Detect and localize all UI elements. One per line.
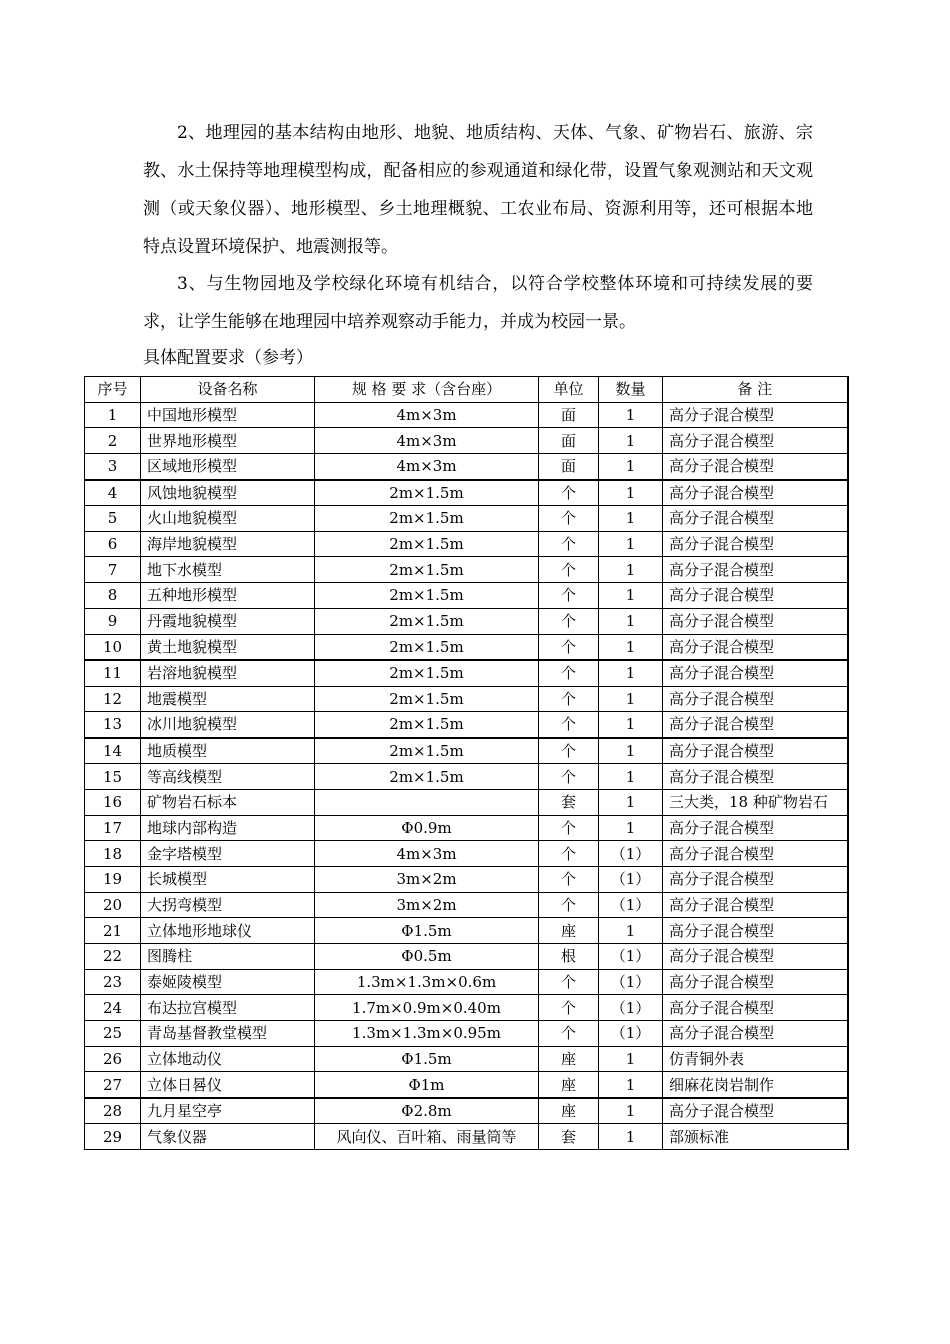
cell-quantity: （1） [599,892,663,918]
cell-no: 6 [85,531,141,557]
cell-unit: 个 [539,892,599,918]
cell-unit: 个 [539,764,599,790]
cell-no: 8 [85,583,141,609]
equipment-table [84,376,849,1150]
cell-quantity: 1 [599,557,663,583]
table-row [85,738,848,764]
cell-name: 中国地形模型 [141,402,315,428]
cell-unit: 个 [539,660,599,686]
cell-unit: 套 [539,1124,599,1150]
cell-no: 16 [85,789,141,815]
table-row [85,1098,848,1124]
cell-name: 立体地动仪 [141,1046,315,1072]
cell-spec: Φ2.8m [315,1098,539,1124]
cell-quantity: 1 [599,454,663,480]
cell-spec: 2m×1.5m [315,480,539,506]
cell-unit: 座 [539,1046,599,1072]
cell-note: 高分子混合模型 [663,531,848,557]
cell-quantity: 1 [599,608,663,634]
cell-spec: 2m×1.5m [315,634,539,660]
cell-unit: 个 [539,866,599,892]
cell-unit: 个 [539,712,599,738]
cell-spec: Φ1.5m [315,1046,539,1072]
cell-note: 高分子混合模型 [663,506,848,532]
cell-name: 地球内部构造 [141,815,315,841]
cell-no: 12 [85,686,141,712]
cell-spec: 3m×2m [315,892,539,918]
cell-quantity: （1） [599,1021,663,1047]
cell-quantity: 1 [599,402,663,428]
cell-name: 冰川地貌模型 [141,712,315,738]
table-row [85,531,848,557]
cell-quantity: 1 [599,531,663,557]
cell-note: 高分子混合模型 [663,634,848,660]
cell-name: 世界地形模型 [141,428,315,454]
cell-quantity: 1 [599,428,663,454]
table-row [85,660,848,686]
cell-name: 地下水模型 [141,557,315,583]
table-row [85,969,848,995]
cell-unit: 面 [539,454,599,480]
cell-unit: 个 [539,583,599,609]
table-row [85,608,848,634]
cell-note: 高分子混合模型 [663,583,848,609]
cell-no: 27 [85,1072,141,1098]
cell-note: 高分子混合模型 [663,841,848,867]
cell-spec: 1.3m×1.3m×0.95m [315,1021,539,1047]
cell-note: 细麻花岗岩制作 [663,1072,848,1098]
cell-name: 岩溶地貌模型 [141,660,315,686]
cell-unit: 面 [539,428,599,454]
cell-note: 高分子混合模型 [663,557,848,583]
cell-note: 高分子混合模型 [663,428,848,454]
cell-spec: Φ1.5m [315,918,539,944]
cell-unit: 个 [539,506,599,532]
table-row [85,583,848,609]
cell-no: 25 [85,1021,141,1047]
cell-spec: 4m×3m [315,841,539,867]
cell-spec: 2m×1.5m [315,712,539,738]
cell-note: 高分子混合模型 [663,660,848,686]
cell-spec: 2m×1.5m [315,738,539,764]
cell-quantity: 1 [599,634,663,660]
cell-spec: 2m×1.5m [315,557,539,583]
cell-quantity: 1 [599,686,663,712]
cell-unit: 套 [539,789,599,815]
cell-name: 立体地形地球仪 [141,918,315,944]
cell-name: 海岸地貌模型 [141,531,315,557]
cell-name: 火山地貌模型 [141,506,315,532]
cell-no: 11 [85,660,141,686]
cell-note: 高分子混合模型 [663,402,848,428]
table-row [85,841,848,867]
table-row [85,1021,848,1047]
cell-unit: 个 [539,1021,599,1047]
cell-unit: 个 [539,634,599,660]
cell-name: 图腾柱 [141,944,315,970]
paragraph-3: 3、与生物园地及学校绿化环境有机结合，以符合学校整体环境和可持续发展的要求，让学生能够在地理园中培养观察动手能力，并成为校园一景。 [143,274,813,332]
header-note: 备 注 [663,377,848,403]
table-row [85,454,848,480]
table-header-row [85,377,848,403]
cell-quantity: （1） [599,995,663,1021]
cell-name: 长城模型 [141,866,315,892]
cell-no: 18 [85,841,141,867]
cell-name: 丹霞地貌模型 [141,608,315,634]
cell-note: 高分子混合模型 [663,764,848,790]
cell-unit: 座 [539,1072,599,1098]
cell-unit: 个 [539,686,599,712]
cell-quantity: 1 [599,583,663,609]
cell-no: 14 [85,738,141,764]
cell-no: 29 [85,1124,141,1150]
header-unit: 单位 [539,377,599,403]
cell-quantity: 1 [599,506,663,532]
cell-no: 2 [85,428,141,454]
cell-quantity: （1） [599,866,663,892]
cell-spec: 2m×1.5m [315,660,539,686]
table-row [85,480,848,506]
table-row [85,634,848,660]
table-row [85,1124,848,1150]
cell-spec: 2m×1.5m [315,506,539,532]
cell-unit: 个 [539,738,599,764]
cell-unit: 个 [539,969,599,995]
cell-note: 高分子混合模型 [663,969,848,995]
table-row [85,944,848,970]
cell-no: 1 [85,402,141,428]
table-row [85,712,848,738]
cell-quantity: 1 [599,1098,663,1124]
cell-spec: 4m×3m [315,428,539,454]
cell-note: 高分子混合模型 [663,995,848,1021]
cell-name: 金字塔模型 [141,841,315,867]
cell-name: 矿物岩石标本 [141,789,315,815]
cell-spec: Φ1m [315,1072,539,1098]
cell-quantity: （1） [599,944,663,970]
cell-quantity: 1 [599,918,663,944]
header-name: 设备名称 [141,377,315,403]
cell-no: 5 [85,506,141,532]
cell-no: 21 [85,918,141,944]
cell-no: 20 [85,892,141,918]
cell-name: 区域地形模型 [141,454,315,480]
cell-unit: 个 [539,557,599,583]
cell-no: 23 [85,969,141,995]
cell-spec: 1.3m×1.3m×0.6m [315,969,539,995]
table-row [85,815,848,841]
cell-note: 高分子混合模型 [663,866,848,892]
table-caption: 具体配置要求（参考） [143,348,313,368]
cell-name: 青岛基督教堂模型 [141,1021,315,1047]
cell-no: 3 [85,454,141,480]
header-no: 序号 [85,377,141,403]
table-row [85,1072,848,1098]
cell-spec: 风向仪、百叶箱、雨量筒等 [315,1124,539,1150]
cell-name: 风蚀地貌模型 [141,480,315,506]
cell-note: 高分子混合模型 [663,1098,848,1124]
cell-no: 13 [85,712,141,738]
cell-spec: Φ0.9m [315,815,539,841]
table-row [85,557,848,583]
table-row [85,918,848,944]
cell-unit: 个 [539,995,599,1021]
cell-note: 三大类，18 种矿物岩石 [663,789,848,815]
cell-quantity: 1 [599,789,663,815]
cell-no: 4 [85,480,141,506]
cell-spec: 4m×3m [315,454,539,480]
cell-no: 10 [85,634,141,660]
cell-quantity: （1） [599,969,663,995]
cell-name: 地震模型 [141,686,315,712]
cell-unit: 面 [539,402,599,428]
cell-note: 高分子混合模型 [663,944,848,970]
header-quantity: 数量 [599,377,663,403]
header-spec: 规 格 要 求（含台座） [315,377,539,403]
cell-unit: 座 [539,918,599,944]
cell-name: 地质模型 [141,738,315,764]
cell-quantity: 1 [599,1072,663,1098]
table-row [85,789,848,815]
cell-note: 部颁标准 [663,1124,848,1150]
table-row [85,866,848,892]
cell-note: 高分子混合模型 [663,454,848,480]
cell-quantity: 1 [599,712,663,738]
cell-unit: 个 [539,608,599,634]
cell-note: 仿青铜外表 [663,1046,848,1072]
cell-name: 大拐弯模型 [141,892,315,918]
cell-name: 九月星空亭 [141,1098,315,1124]
table-row [85,686,848,712]
table-row [85,506,848,532]
cell-spec: 2m×1.5m [315,686,539,712]
paragraph-2: 2、地理园的基本结构由地形、地貌、地质结构、天体、气象、矿物岩石、旅游、宗教、水土保持等地理模型构成，配备相应的参观通道和绿化带，设置气象观测站和天文观测（或天象仪器）、地形模型、乡土地理概貌、工农业布局、资源利用等，还可根据本地特点设置环境保护、地震测报等。 [143,123,813,257]
cell-quantity: 1 [599,660,663,686]
table-row [85,995,848,1021]
cell-no: 22 [85,944,141,970]
cell-spec: 4m×3m [315,402,539,428]
cell-no: 26 [85,1046,141,1072]
cell-unit: 根 [539,944,599,970]
cell-note: 高分子混合模型 [663,608,848,634]
table-row [85,892,848,918]
cell-no: 17 [85,815,141,841]
cell-note: 高分子混合模型 [663,480,848,506]
cell-unit: 个 [539,815,599,841]
cell-quantity: 1 [599,1046,663,1072]
cell-no: 7 [85,557,141,583]
cell-unit: 座 [539,1098,599,1124]
cell-unit: 个 [539,841,599,867]
cell-note: 高分子混合模型 [663,1021,848,1047]
cell-spec: 2m×1.5m [315,583,539,609]
cell-quantity: 1 [599,1124,663,1150]
cell-name: 五种地形模型 [141,583,315,609]
cell-no: 9 [85,608,141,634]
cell-name: 气象仪器 [141,1124,315,1150]
cell-name: 黄土地貌模型 [141,634,315,660]
cell-no: 24 [85,995,141,1021]
table-row [85,1046,848,1072]
cell-note: 高分子混合模型 [663,918,848,944]
cell-no: 15 [85,764,141,790]
cell-spec [315,789,539,815]
cell-note: 高分子混合模型 [663,686,848,712]
table-row [85,402,848,428]
cell-spec: 2m×1.5m [315,608,539,634]
cell-unit: 个 [539,480,599,506]
cell-note: 高分子混合模型 [663,892,848,918]
cell-no: 19 [85,866,141,892]
cell-note: 高分子混合模型 [663,815,848,841]
cell-name: 立体日晷仪 [141,1072,315,1098]
cell-name: 等高线模型 [141,764,315,790]
cell-name: 布达拉宫模型 [141,995,315,1021]
cell-quantity: 1 [599,815,663,841]
cell-name: 泰姬陵模型 [141,969,315,995]
cell-quantity: （1） [599,841,663,867]
cell-unit: 个 [539,531,599,557]
table-row [85,764,848,790]
table-row [85,428,848,454]
cell-spec: 3m×2m [315,866,539,892]
cell-note: 高分子混合模型 [663,712,848,738]
cell-note: 高分子混合模型 [663,738,848,764]
cell-quantity: 1 [599,764,663,790]
cell-spec: Φ0.5m [315,944,539,970]
cell-no: 28 [85,1098,141,1124]
cell-spec: 2m×1.5m [315,531,539,557]
cell-quantity: 1 [599,480,663,506]
cell-quantity: 1 [599,738,663,764]
cell-spec: 2m×1.5m [315,764,539,790]
cell-spec: 1.7m×0.9m×0.40m [315,995,539,1021]
